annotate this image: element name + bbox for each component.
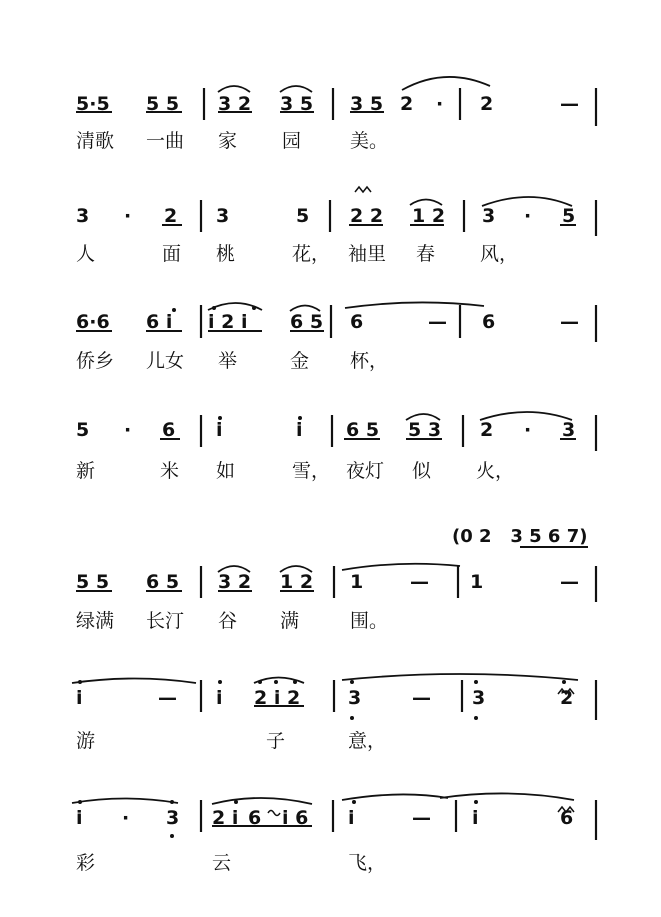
note: 6 xyxy=(350,311,364,333)
note: 3 2 xyxy=(218,93,252,115)
lyric: 桃 xyxy=(216,243,236,265)
note: 1 xyxy=(350,571,364,593)
lyric: 花， xyxy=(292,243,331,265)
note: 3 xyxy=(562,419,576,441)
note: 6·6 xyxy=(76,311,110,333)
lyric: 雪， xyxy=(292,460,331,482)
note: i xyxy=(216,687,223,709)
lyric: 春 xyxy=(416,243,436,265)
interlude-notes: (0 2 3 5 6 7) xyxy=(452,526,588,547)
note: · xyxy=(122,807,130,829)
lyric: 家 xyxy=(218,130,238,152)
note: 3 5 xyxy=(280,93,314,115)
note: — xyxy=(560,93,579,115)
note: 3 5 xyxy=(350,93,384,115)
note: 5 5 xyxy=(76,571,110,593)
lyric: 人 xyxy=(76,243,96,265)
note: 3 xyxy=(348,687,362,709)
lyric: 袖里 xyxy=(348,243,387,265)
note: 2 2 xyxy=(350,205,384,227)
note: 5 xyxy=(76,419,90,441)
note: 2 xyxy=(400,93,414,115)
note: i xyxy=(76,687,83,709)
lyric: 绿满 xyxy=(76,610,115,632)
lyric: 金 xyxy=(290,350,310,372)
note: 5 xyxy=(296,205,310,227)
note: 6 5 xyxy=(346,419,380,441)
note: 5 3 xyxy=(408,419,442,441)
note: — xyxy=(412,687,431,709)
lyric: 云 xyxy=(212,852,232,874)
lyric: 美。 xyxy=(350,130,389,152)
note: 2 xyxy=(480,419,494,441)
note: i xyxy=(348,807,355,829)
lyric: 火， xyxy=(476,460,515,482)
lyric: 举 xyxy=(218,350,238,372)
lyric: 儿女 xyxy=(146,350,185,372)
note: 1 xyxy=(470,571,484,593)
lyric: 谷 xyxy=(218,610,238,632)
lyric: 飞， xyxy=(348,852,387,874)
note: 6 5 xyxy=(290,311,324,333)
note: i xyxy=(472,807,479,829)
lyric: 新 xyxy=(76,460,96,482)
note: i xyxy=(296,419,303,441)
lyric: 园 xyxy=(282,130,302,152)
note: 6 xyxy=(162,419,176,441)
note: 2 i xyxy=(212,807,239,829)
lyric: 满 xyxy=(280,610,300,632)
lyric: 风， xyxy=(480,243,519,265)
lyric: 如 xyxy=(216,460,236,482)
note: — xyxy=(410,571,429,593)
note: 3 xyxy=(482,205,496,227)
note: 6 xyxy=(248,807,262,829)
lyric: 子 xyxy=(266,730,286,752)
lyric: 长汀 xyxy=(146,610,185,632)
note: · xyxy=(436,93,444,115)
lyric: 清歌 xyxy=(76,130,115,152)
note: i 6 xyxy=(282,807,309,829)
lyric: 意， xyxy=(348,730,387,752)
note: 3 xyxy=(216,205,230,227)
note: 2 xyxy=(164,205,178,227)
lyric: 侨乡 xyxy=(76,350,115,372)
lyric: 一曲 xyxy=(146,130,185,152)
lyric: 夜灯 xyxy=(346,460,385,482)
note: — xyxy=(560,311,579,333)
note: · xyxy=(124,205,132,227)
note: — xyxy=(428,311,447,333)
note: i 2 i xyxy=(208,311,248,333)
note: 6 xyxy=(560,807,574,829)
lyric: 杯， xyxy=(350,350,389,372)
note: · xyxy=(124,419,132,441)
note: 5 5 xyxy=(146,93,180,115)
note: — xyxy=(560,571,579,593)
note: 2 xyxy=(560,687,574,709)
note: 2 xyxy=(480,93,494,115)
note: 3 xyxy=(76,205,90,227)
lyric: 面 xyxy=(162,243,182,265)
lyric: 围。 xyxy=(350,610,389,632)
note: i xyxy=(76,807,83,829)
note: — xyxy=(412,807,431,829)
lyric: 彩 xyxy=(76,852,96,874)
lyric: 游 xyxy=(76,730,96,752)
note: · xyxy=(524,205,532,227)
note: — xyxy=(158,687,177,709)
note: 3 2 xyxy=(218,571,252,593)
note: 3 xyxy=(472,687,486,709)
note: 5·5 xyxy=(76,93,110,115)
lyric: 米 xyxy=(160,460,180,482)
note: 1 2 xyxy=(280,571,314,593)
note: · xyxy=(524,419,532,441)
lyric: 似 xyxy=(412,460,432,482)
note: 6 i xyxy=(146,311,173,333)
note: 5 xyxy=(562,205,576,227)
note: i xyxy=(216,419,223,441)
note: 3 xyxy=(166,807,180,829)
note: 2 i 2 xyxy=(254,687,301,709)
note: 1 2 xyxy=(412,205,446,227)
note: 6 5 xyxy=(146,571,180,593)
note: 6 xyxy=(482,311,496,333)
